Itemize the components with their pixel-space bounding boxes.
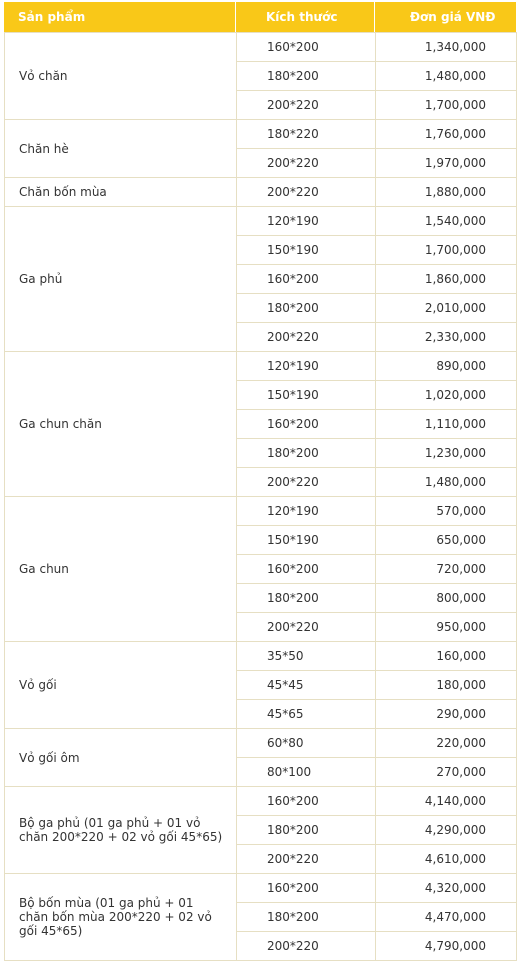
price-table (4, 32, 517, 961)
price-cell: 1,700,000 (376, 236, 517, 265)
size-cell: 180*220 (237, 120, 376, 149)
price-cell: 1,230,000 (376, 439, 517, 468)
price-cell: 4,140,000 (376, 787, 517, 816)
price-cell: 570,000 (376, 497, 517, 526)
price-cell: 1,480,000 (376, 62, 517, 91)
price-cell: 220,000 (376, 729, 517, 758)
table-row (5, 787, 517, 816)
price-cell: 800,000 (376, 584, 517, 613)
price-cell: 1,020,000 (376, 381, 517, 410)
size-cell: 200*220 (237, 932, 376, 961)
price-cell: 1,760,000 (376, 120, 517, 149)
price-cell: 2,330,000 (376, 323, 517, 352)
size-cell: 200*220 (237, 845, 376, 874)
price-cell: 950,000 (376, 613, 517, 642)
product-name-cell: Ga phủ (5, 207, 237, 352)
size-cell: 180*200 (237, 294, 376, 323)
size-cell: 160*200 (237, 33, 376, 62)
price-cell: 180,000 (376, 671, 517, 700)
size-cell: 200*220 (237, 468, 376, 497)
table-row (5, 33, 517, 62)
table-header (4, 2, 516, 32)
price-cell: 4,610,000 (376, 845, 517, 874)
price-cell: 1,860,000 (376, 265, 517, 294)
price-cell: 4,290,000 (376, 816, 517, 845)
price-cell: 290,000 (376, 700, 517, 729)
price-cell: 1,340,000 (376, 33, 517, 62)
size-cell: 160*200 (237, 410, 376, 439)
price-cell: 1,110,000 (376, 410, 517, 439)
table-row (5, 497, 517, 526)
size-cell: 200*220 (237, 91, 376, 120)
size-cell: 150*190 (237, 236, 376, 265)
price-cell: 650,000 (376, 526, 517, 555)
product-name-cell: Bộ bốn mùa (01 ga phủ + 01 chăn bốn mùa 200*220 + 02 vỏ gối 45*65) (5, 874, 237, 961)
product-name-cell: Vỏ gối (5, 642, 237, 729)
size-cell: 200*220 (237, 178, 376, 207)
table-row (5, 352, 517, 381)
product-name-cell: Vỏ gối ôm (5, 729, 237, 787)
header-price: Đơn giá VNĐ (410, 10, 496, 24)
price-cell: 1,540,000 (376, 207, 517, 236)
size-cell: 200*220 (237, 613, 376, 642)
size-cell: 45*45 (237, 671, 376, 700)
product-name-cell: Vỏ chăn (5, 33, 237, 120)
size-cell: 120*190 (237, 207, 376, 236)
price-cell: 4,470,000 (376, 903, 517, 932)
price-cell: 1,970,000 (376, 149, 517, 178)
size-cell: 150*190 (237, 381, 376, 410)
size-cell: 200*220 (237, 149, 376, 178)
size-cell: 160*200 (237, 787, 376, 816)
price-cell: 160,000 (376, 642, 517, 671)
size-cell: 150*190 (237, 526, 376, 555)
table-row (5, 874, 517, 903)
header-size: Kích thước (236, 2, 375, 32)
price-cell: 2,010,000 (376, 294, 517, 323)
price-cell: 890,000 (376, 352, 517, 381)
size-cell: 60*80 (237, 729, 376, 758)
size-cell: 160*200 (237, 265, 376, 294)
product-name-cell: Ga chun chăn (5, 352, 237, 497)
size-cell: 200*220 (237, 323, 376, 352)
price-cell: 1,700,000 (376, 91, 517, 120)
product-name-cell: Ga chun (5, 497, 237, 642)
price-cell: 270,000 (376, 758, 517, 787)
size-cell: 180*200 (237, 584, 376, 613)
size-cell: 35*50 (237, 642, 376, 671)
size-cell: 45*65 (237, 700, 376, 729)
table-row (5, 207, 517, 236)
size-cell: 180*200 (237, 439, 376, 468)
size-cell: 120*190 (237, 352, 376, 381)
header-product: Sản phẩm (4, 2, 236, 32)
price-cell: 4,320,000 (376, 874, 517, 903)
table-row (5, 178, 517, 207)
size-cell: 80*100 (237, 758, 376, 787)
price-cell: 1,480,000 (376, 468, 517, 497)
size-cell: 180*200 (237, 903, 376, 932)
size-cell: 180*200 (237, 816, 376, 845)
size-cell: 180*200 (237, 62, 376, 91)
table-row (5, 120, 517, 149)
size-cell: 160*200 (237, 555, 376, 584)
product-name-cell: Bộ ga phủ (01 ga phủ + 01 vỏ chăn 200*220 + 02 vỏ gối 45*65) (5, 787, 237, 874)
size-cell: 120*190 (237, 497, 376, 526)
price-cell: 1,880,000 (376, 178, 517, 207)
product-name-cell: Chăn hè (5, 120, 237, 178)
product-name-cell: Chăn bốn mùa (5, 178, 237, 207)
table-row (5, 729, 517, 758)
size-cell: 160*200 (237, 874, 376, 903)
price-cell: 4,790,000 (376, 932, 517, 961)
price-cell: 720,000 (376, 555, 517, 584)
table-row (5, 642, 517, 671)
